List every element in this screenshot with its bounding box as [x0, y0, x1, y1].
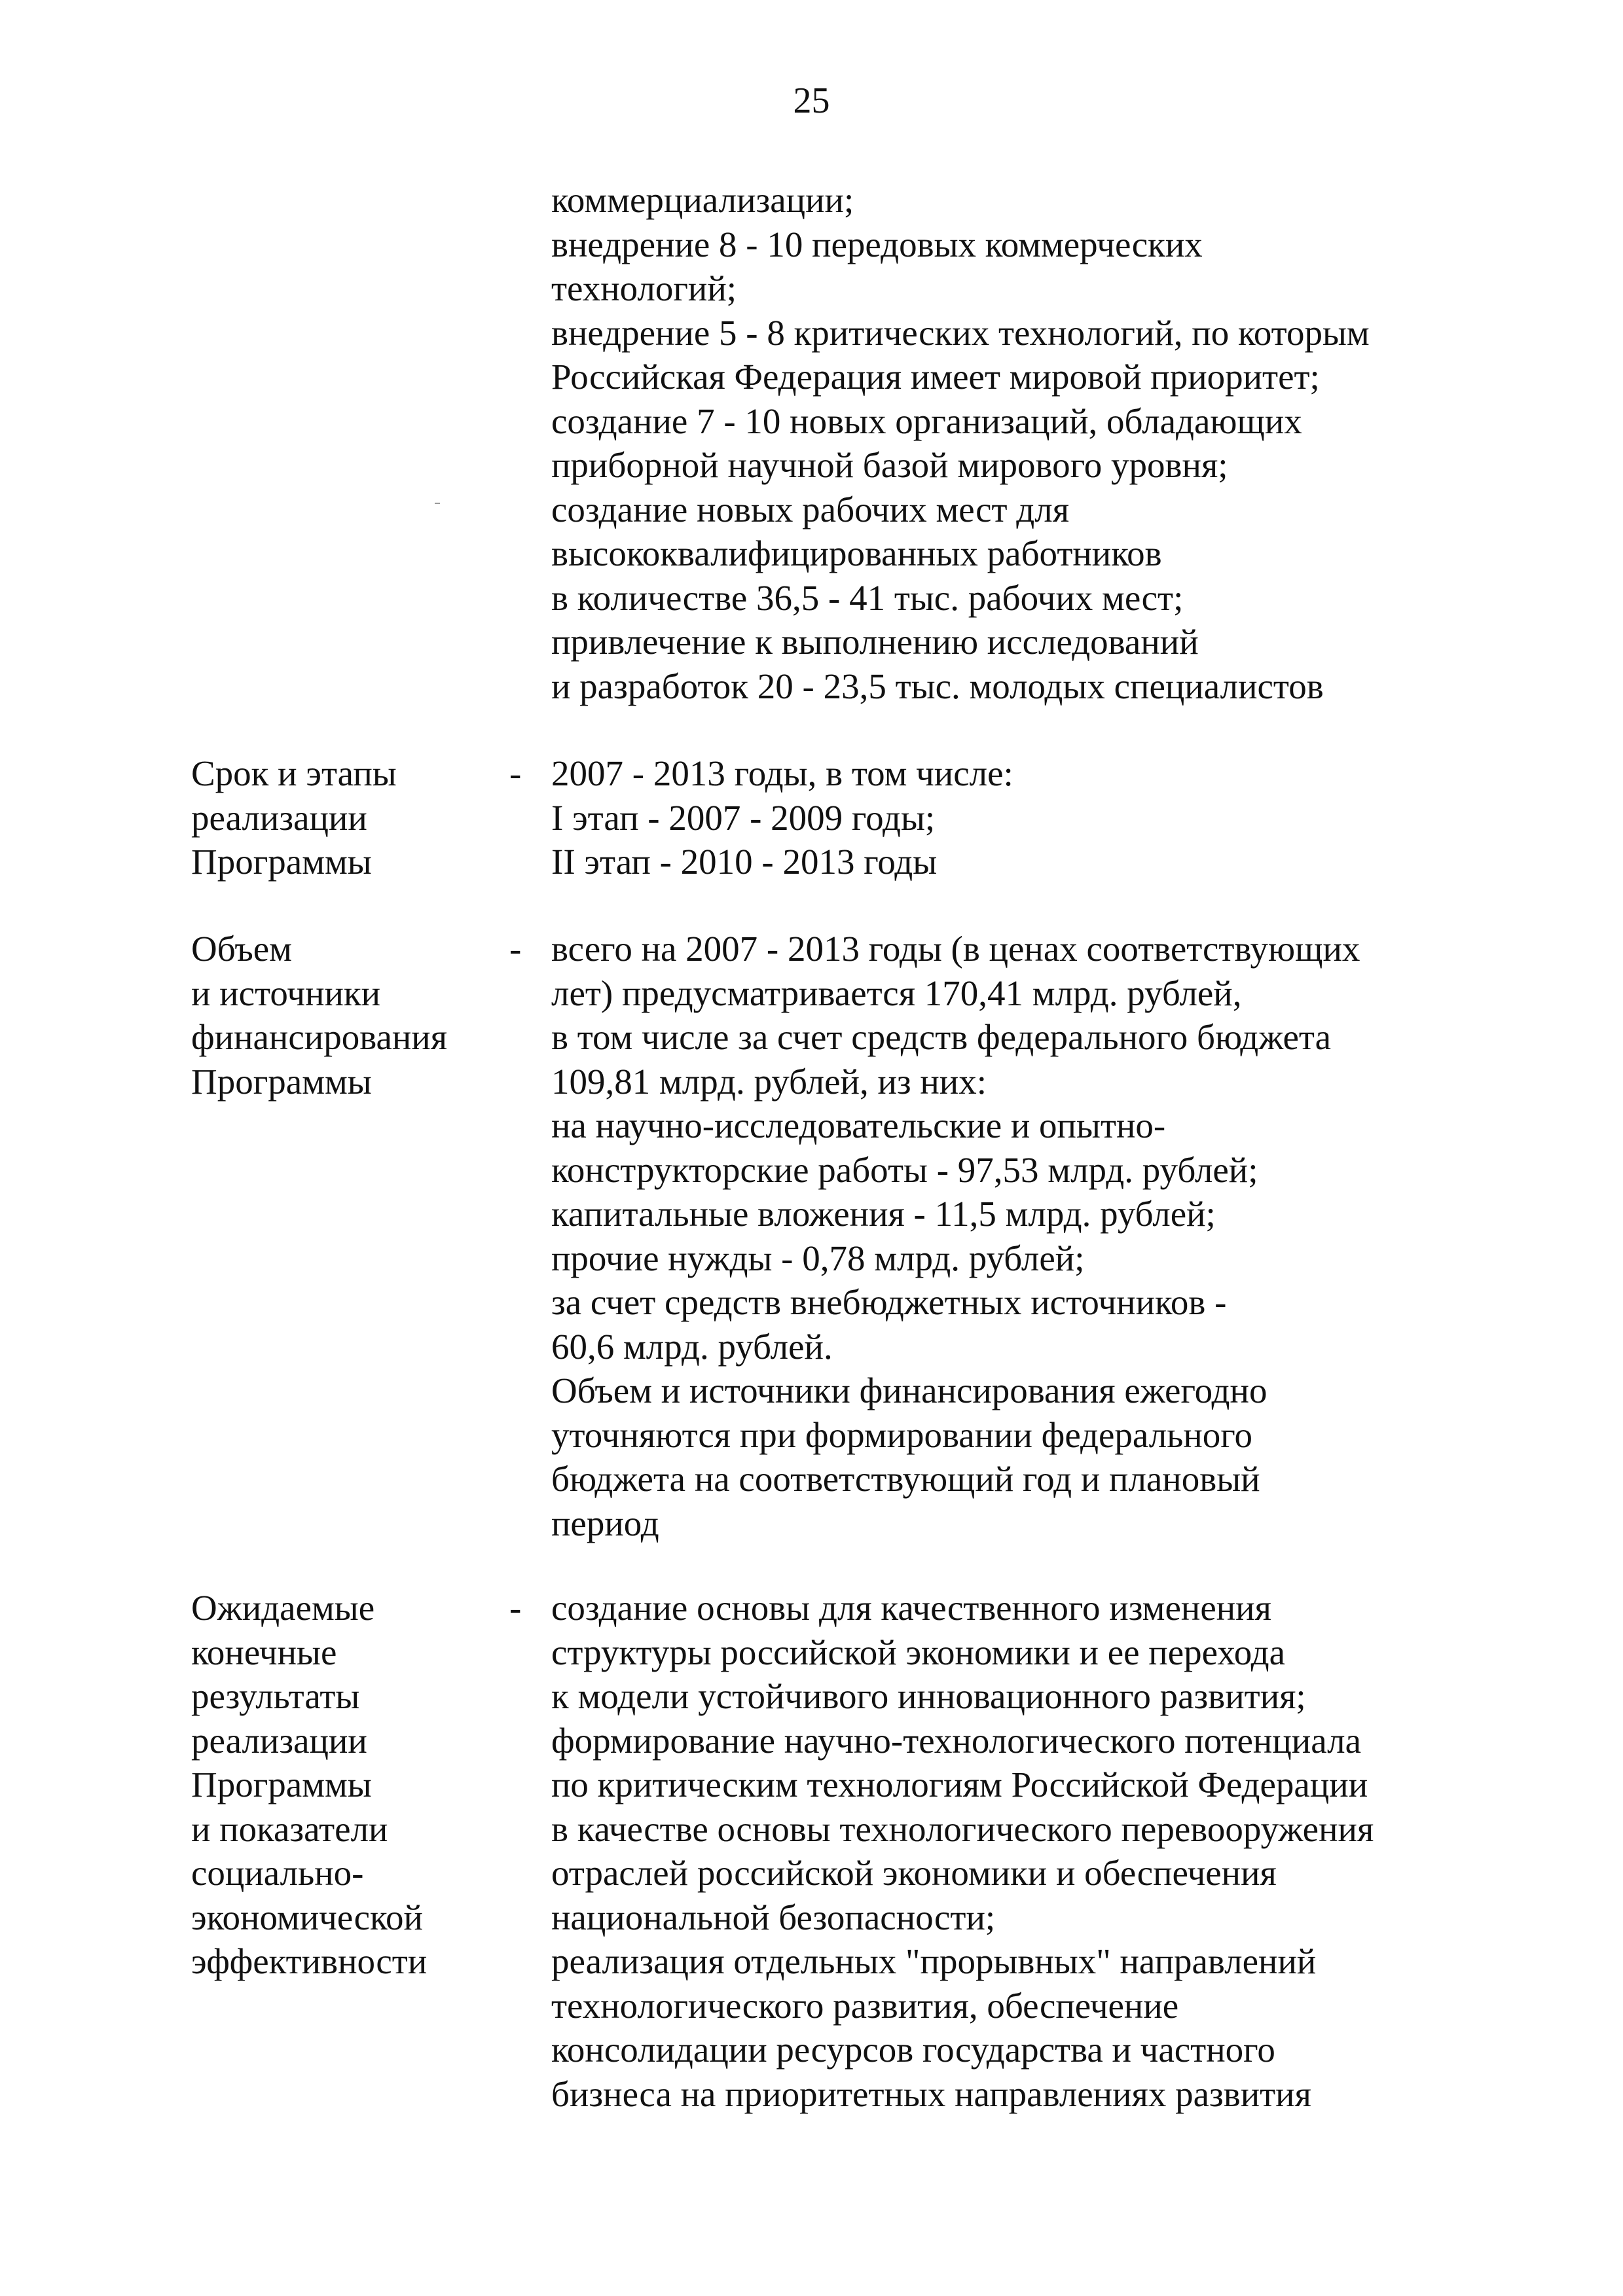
section-label-line: экономической	[191, 1897, 423, 1937]
section-content-line: технологического развития, обеспечение	[551, 1985, 1179, 2026]
section-label-line: и показатели	[191, 1808, 388, 1849]
section-content-line: 109,81 млрд. рублей, из них:	[551, 1061, 987, 1102]
intro-line: приборной научной базой мирового уровня;	[551, 445, 1228, 485]
section-label-line: Программы	[191, 1765, 372, 1804]
section-results-label	[191, 1586, 427, 1984]
section-label-line: конечные	[191, 1632, 337, 1672]
section-content-line: II этап - 2010 - 2013 годы	[551, 842, 938, 882]
section-content-line: лет) предусматривается 170,41 млрд. рублей,	[551, 973, 1242, 1013]
section-label-line: социально-	[191, 1853, 364, 1893]
intro-line: в количестве 36,5 - 41 тыс. рабочих мест;	[551, 577, 1184, 618]
section-content-line: за счет средств внебюджетных источников -	[551, 1282, 1227, 1322]
section-content-line: к модели устойчивого инновационного развития;	[551, 1676, 1306, 1716]
section-funding-label	[191, 927, 447, 1103]
section-label-line: Программы	[191, 1061, 372, 1102]
pen-mark	[435, 503, 440, 504]
section-content-line: по критическим технологиям Российской Федерации	[551, 1765, 1368, 1804]
section-label-line: Программы	[191, 842, 372, 882]
section-label-line: финансирования	[191, 1017, 448, 1057]
page-number: 25	[793, 81, 830, 121]
section-content-line: I этап - 2007 - 2009 годы;	[551, 797, 936, 838]
intro-line: создание новых рабочих мест для	[551, 489, 1070, 529]
section-content-line: в качестве основы технологического перевооружения	[551, 1808, 1374, 1849]
section-label-line: Срок и этапы	[191, 753, 397, 793]
section-content-line: национальной безопасности;	[551, 1897, 996, 1937]
intro-line: Российская Федерация имеет мировой приоритет;	[551, 357, 1320, 397]
section-label-line: Ожидаемые	[191, 1588, 375, 1628]
section-content-line: прочие нужды - 0,78 млрд. рублей;	[551, 1238, 1085, 1278]
section-content-line: бюджета на соответствующий год и плановый	[551, 1459, 1260, 1499]
section-results-dash: -	[509, 1588, 522, 1628]
section-content-line: формирование научно-технологического потенциала	[551, 1720, 1361, 1761]
section-content-line: бизнеса на приоритетных направлениях развития	[551, 2073, 1311, 2114]
section-funding-dash: -	[509, 929, 522, 969]
intro-line: коммерциализации;	[551, 180, 854, 220]
section-label-line: реализации	[191, 1720, 367, 1761]
section-term-content	[551, 751, 1013, 884]
section-label-line: эффективности	[191, 1941, 428, 1981]
section-label-line: реализации	[191, 797, 367, 838]
intro-line: создание 7 - 10 новых организаций, обладающих	[551, 401, 1302, 441]
section-content-line: Объем и источники финансирования ежегодно	[551, 1371, 1267, 1410]
intro-line: технологий;	[551, 268, 737, 308]
section-funding-content	[551, 927, 1360, 1545]
section-content-line: конструкторские работы - 97,53 млрд. рублей;	[551, 1149, 1258, 1190]
section-content-line: 2007 - 2013 годы, в том числе:	[551, 753, 1013, 793]
section-content-line: на научно-исследовательские и опытно-	[551, 1105, 1166, 1145]
section-label-line: Объем	[191, 929, 292, 969]
section-term-label	[191, 751, 397, 884]
section-content-line: консолидации ресурсов государства и частного	[551, 2030, 1275, 2070]
section-content-line: уточняются при формировании федерального	[551, 1414, 1252, 1455]
section-label-line: и источники	[191, 973, 381, 1013]
section-content-line: отраслей российской экономики и обеспечения	[551, 1853, 1277, 1893]
section-content-line: создание основы для качественного изменения	[551, 1588, 1271, 1628]
intro-line: привлечение к выполнению исследований	[551, 622, 1199, 662]
section-label-line: результаты	[191, 1676, 360, 1716]
intro-line: внедрение 8 - 10 передовых коммерческих	[551, 224, 1203, 264]
intro-line: и разработок 20 - 23,5 тыс. молодых специалистов	[551, 666, 1324, 706]
section-content-line: период	[551, 1503, 659, 1543]
intro-line: внедрение 5 - 8 критических технологий, по которым	[551, 312, 1370, 353]
section-content-line: капитальные вложения - 11,5 млрд. рублей;	[551, 1194, 1216, 1234]
intro-block	[551, 178, 1370, 708]
section-content-line: структуры российской экономики и ее перехода	[551, 1632, 1286, 1672]
section-content-line: всего на 2007 - 2013 годы (в ценах соответствующих	[551, 929, 1360, 969]
intro-line: высококвалифицированных работников	[551, 533, 1162, 573]
section-content-line: реализация отдельных "прорывных" направлений	[551, 1941, 1317, 1981]
section-results-content	[551, 1586, 1374, 2116]
section-content-line: в том числе за счет средств федерального бюджета	[551, 1017, 1332, 1057]
section-term-dash: -	[509, 753, 522, 793]
section-content-line: 60,6 млрд. рублей.	[551, 1326, 833, 1367]
